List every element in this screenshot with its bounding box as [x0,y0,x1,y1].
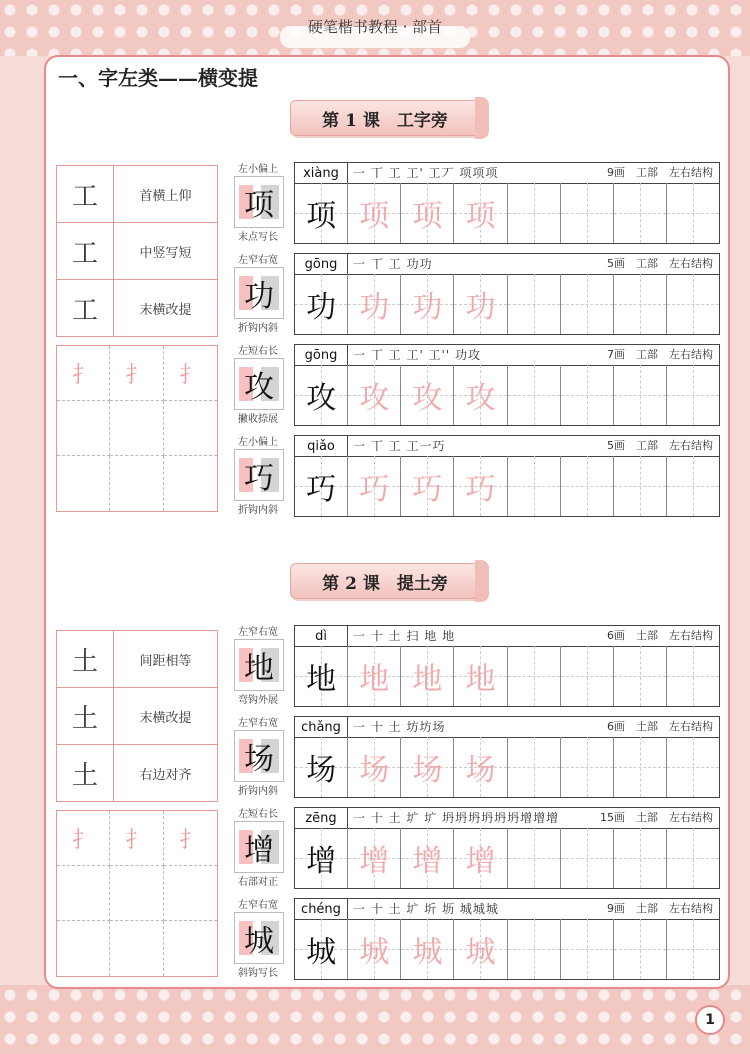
pinyin: dì [295,626,348,646]
lace-border-bottom [0,985,750,1054]
model-character: 巧 [244,461,274,496]
writing-cell-model [295,365,348,425]
writing-cell-empty[interactable] [561,183,614,243]
trace-character: 城 [412,935,443,970]
pinyin: chǎng [295,717,348,737]
practice-grid-cell[interactable] [164,866,217,921]
writing-cell-empty[interactable] [508,737,561,797]
writing-cell-empty[interactable] [508,456,561,516]
character-row [228,435,718,515]
model-character: 场 [244,742,274,777]
trace-character: 功 [359,290,390,325]
writing-cells [295,919,719,979]
writing-cell-trace[interactable] [348,919,401,979]
cell-character: 攻 [306,381,337,416]
trace-character: 巧 [465,472,496,507]
model-character: 城 [244,924,274,959]
writing-cells [295,456,719,516]
cell-character: 项 [306,199,337,234]
writing-cell-empty[interactable] [667,274,719,334]
writing-cell-empty[interactable] [508,919,561,979]
writing-cell-empty[interactable] [561,365,614,425]
stroke-tip: 折钩内斜 [238,505,278,516]
pinyin: xiàng [295,163,348,183]
practice-grid-cell[interactable] [110,456,163,511]
writing-cell-empty[interactable] [508,274,561,334]
writing-cell-empty[interactable] [614,274,667,334]
structure-tip: 左窄右宽 [238,255,278,266]
sheet-header [295,899,719,920]
writing-cell-model [295,646,348,706]
structure-tip: 左窄右宽 [238,900,278,911]
stroke-tip: 弯钩外展 [238,695,278,706]
writing-cell-trace[interactable] [401,646,454,706]
stroke-order: 一 十 土 圹 圹 坍坍坍坍坍坍增增增 [353,811,560,825]
guide-text: 中竖写短 [139,245,192,261]
practice-grid-cell[interactable] [164,401,217,456]
writing-cell-empty[interactable] [561,737,614,797]
trace-character: 地 [465,662,496,697]
character-meta: 6画 土部 左右结构 [607,720,713,733]
practice-grid-cell[interactable]: 扌 [110,811,163,866]
guide-glyph: 土 [57,745,114,801]
trace-character: 场 [412,753,443,788]
guide-row [57,688,217,745]
cell-character: 场 [306,753,337,788]
writing-cell-trace[interactable] [454,919,507,979]
trace-character: 功 [412,290,443,325]
page-header [0,0,750,52]
writing-cell-empty[interactable] [667,183,719,243]
guide-glyph: 工 [57,223,114,279]
sheet-header [295,163,719,184]
stroke-order: 一 十 土 坊坊场 [353,720,446,734]
writing-cell-trace[interactable] [454,737,507,797]
sheet-header [295,717,719,738]
trace-character: 攻 [412,381,443,416]
writing-cell-empty[interactable] [508,646,561,706]
stroke-tip: 斜钩写长 [238,968,278,979]
practice-sheet [294,625,720,707]
practice-grid [56,810,218,977]
cell-character: 功 [306,290,337,325]
writing-cell-empty[interactable] [614,737,667,797]
cell-character: 地 [306,662,337,697]
character-row [228,344,718,424]
sheet-header [295,345,719,366]
writing-cell-trace[interactable] [348,274,401,334]
practice-grid-cell[interactable] [57,866,110,921]
cell-character: 城 [306,935,337,970]
writing-cell-empty[interactable] [561,828,614,888]
practice-grid [56,345,218,512]
writing-cells [295,365,719,425]
trace-character: 项 [412,199,443,234]
model-character-box [234,912,284,964]
model-character-box [234,639,284,691]
practice-sheet [294,807,720,889]
writing-cell-trace[interactable] [454,365,507,425]
model-character-box [234,267,284,319]
stroke-guide-table [56,630,218,802]
writing-cell-trace[interactable] [401,737,454,797]
trace-character: 攻 [359,381,390,416]
writing-cell-trace[interactable] [454,183,507,243]
trace-character: 项 [465,199,496,234]
writing-cell-trace[interactable] [401,828,454,888]
trace-character: 城 [465,935,496,970]
guide-row [57,223,217,280]
writing-cell-trace[interactable] [348,183,401,243]
guide-row [57,166,217,223]
guide-glyph: 土 [57,688,114,744]
writing-cell-empty[interactable] [561,919,614,979]
trace-character: 巧 [412,472,443,507]
character-row [228,716,718,796]
stroke-order: 一 丅 工 功功 [353,257,433,271]
writing-cell-trace[interactable] [401,365,454,425]
guide-glyph: 土 [57,631,114,687]
sheet-header [295,254,719,275]
trace-character: 地 [412,662,443,697]
trace-character: 城 [359,935,390,970]
writing-cell-empty[interactable] [614,456,667,516]
writing-cell-trace[interactable] [401,919,454,979]
character-row [228,807,718,887]
guide-row [57,745,217,801]
practice-sheet [294,253,720,335]
stroke-tip: 撇收捺展 [238,414,278,425]
writing-cell-empty[interactable] [561,274,614,334]
practice-grid-cell[interactable] [57,401,110,456]
writing-cell-trace[interactable] [454,456,507,516]
character-meta: 7画 工部 左右结构 [607,348,713,361]
character-meta: 9画 土部 左右结构 [607,902,713,915]
structure-tip: 左窄右宽 [238,718,278,729]
stroke-order: 一 丅 工 工' 工丆 项项项 [353,166,499,180]
practice-sheet [294,898,720,980]
trace-character: 增 [412,844,443,879]
writing-cells [295,274,719,334]
practice-grid-cell[interactable] [164,456,217,511]
stroke-tip: 右部对正 [238,877,278,888]
practice-grid-cell[interactable]: 扌 [110,346,163,401]
cell-character: 巧 [306,472,337,507]
trace-character: 增 [465,844,496,879]
writing-cell-empty[interactable] [614,646,667,706]
stroke-order: 一 十 土 扫 地 地 [353,629,456,643]
trace-character: 功 [465,290,496,325]
practice-sheet [294,716,720,798]
model-character-box [234,449,284,501]
header-title: 硬笔楷书教程 · 部首 [307,17,443,36]
trace-character: 增 [359,844,390,879]
pinyin: gōng [295,254,348,274]
guide-glyph: 工 [57,280,114,336]
model-character: 功 [244,279,274,314]
pinyin: gōng [295,345,348,365]
page-number: 1 [695,1005,725,1035]
practice-grid-cell[interactable]: 扌 [57,346,110,401]
structure-tip: 左小偏上 [238,437,278,448]
practice-grid-cell[interactable]: 扌 [164,811,217,866]
practice-sheet [294,162,720,244]
writing-cell-empty[interactable] [508,365,561,425]
model-character: 攻 [244,370,274,405]
trace-character: 地 [359,662,390,697]
guide-text: 末横改提 [139,710,192,726]
stroke-tip: 折钩内斜 [238,786,278,797]
lesson-banner: 第 1 课 工字旁 [290,100,480,136]
writing-cell-model [295,274,348,334]
writing-cell-trace[interactable] [348,646,401,706]
writing-cells [295,737,719,797]
trace-character: 项 [359,199,390,234]
character-row [228,162,718,242]
writing-cell-empty[interactable] [667,737,719,797]
guide-text: 右边对齐 [139,767,192,783]
writing-cell-trace[interactable] [454,274,507,334]
sheet-header [295,436,719,457]
pinyin: qiǎo [295,436,348,456]
writing-cell-empty[interactable] [614,183,667,243]
lesson-banner: 第 2 课 提土旁 [290,563,480,599]
writing-cell-empty[interactable] [561,646,614,706]
practice-grid-cell[interactable] [57,921,110,976]
model-character-box [234,730,284,782]
pinyin: zēng [295,808,348,828]
writing-cell-empty[interactable] [667,919,719,979]
pinyin: chéng [295,899,348,919]
writing-cells [295,183,719,243]
cell-character: 增 [306,844,337,879]
writing-cell-empty[interactable] [508,828,561,888]
writing-cell-model [295,828,348,888]
writing-cell-empty[interactable] [614,919,667,979]
writing-cell-model [295,919,348,979]
writing-cell-empty[interactable] [508,183,561,243]
stroke-order: 一 丅 工 工一巧 [353,439,446,453]
writing-cell-trace[interactable] [401,274,454,334]
practice-grid-cell[interactable] [110,401,163,456]
model-character: 地 [244,651,274,686]
writing-cell-trace[interactable] [454,646,507,706]
guide-row [57,631,217,688]
practice-grid-cell[interactable] [57,456,110,511]
stroke-guide-table [56,165,218,337]
character-row [228,253,718,333]
guide-text: 间距相等 [139,653,192,669]
practice-grid-cell[interactable] [110,866,163,921]
model-character-box [234,358,284,410]
writing-cell-empty[interactable] [561,456,614,516]
structure-tip: 左短右长 [238,346,278,357]
practice-grid-cell[interactable] [164,921,217,976]
model-character: 项 [244,188,274,223]
practice-grid-cell[interactable]: 扌 [57,811,110,866]
stroke-tip: 折钩内斜 [238,323,278,334]
writing-cell-model [295,456,348,516]
writing-cell-empty[interactable] [614,365,667,425]
writing-cell-model [295,737,348,797]
writing-cell-empty[interactable] [667,456,719,516]
structure-tip: 左窄右宽 [238,627,278,638]
writing-cell-empty[interactable] [667,646,719,706]
writing-cell-trace[interactable] [348,828,401,888]
stroke-order: 一 十 土 圹 圻 坜 城城城 [353,902,499,916]
character-meta: 5画 工部 左右结构 [607,439,713,452]
writing-cell-trace[interactable] [454,828,507,888]
model-character-box [234,176,284,228]
character-row [228,898,718,978]
guide-text: 末横改提 [139,302,192,318]
practice-sheet [294,435,720,517]
trace-character: 攻 [465,381,496,416]
writing-cell-trace[interactable] [401,183,454,243]
writing-cell-trace[interactable] [348,737,401,797]
structure-tip: 左小偏上 [238,164,278,175]
character-meta: 15画 土部 左右结构 [600,811,713,824]
writing-cell-empty[interactable] [614,828,667,888]
model-character-box [234,821,284,873]
writing-cells [295,646,719,706]
writing-cells [295,828,719,888]
guide-glyph: 工 [57,166,114,222]
section-title: 一、字左类——横变提 [58,66,258,90]
writing-cell-trace[interactable] [348,365,401,425]
character-row [228,625,718,705]
practice-grid-cell[interactable]: 扌 [164,346,217,401]
trace-character: 场 [465,753,496,788]
character-meta: 5画 工部 左右结构 [607,257,713,270]
writing-cell-trace[interactable] [348,456,401,516]
writing-cell-empty[interactable] [667,365,719,425]
model-character: 增 [244,833,274,868]
character-meta: 6画 土部 左右结构 [607,629,713,642]
writing-cell-model [295,183,348,243]
sheet-header [295,626,719,647]
stroke-tip: 末点写长 [238,232,278,243]
practice-sheet [294,344,720,426]
guide-text: 首横上仰 [139,188,192,204]
structure-tip: 左短右长 [238,809,278,820]
trace-character: 场 [359,753,390,788]
writing-cell-empty[interactable] [667,828,719,888]
practice-grid-cell[interactable] [110,921,163,976]
trace-character: 巧 [359,472,390,507]
sheet-header [295,808,719,829]
guide-row [57,280,217,336]
character-meta: 9画 工部 左右结构 [607,166,713,179]
stroke-order: 一 丅 工 工' 工'' 功攻 [353,348,481,362]
writing-cell-trace[interactable] [401,456,454,516]
